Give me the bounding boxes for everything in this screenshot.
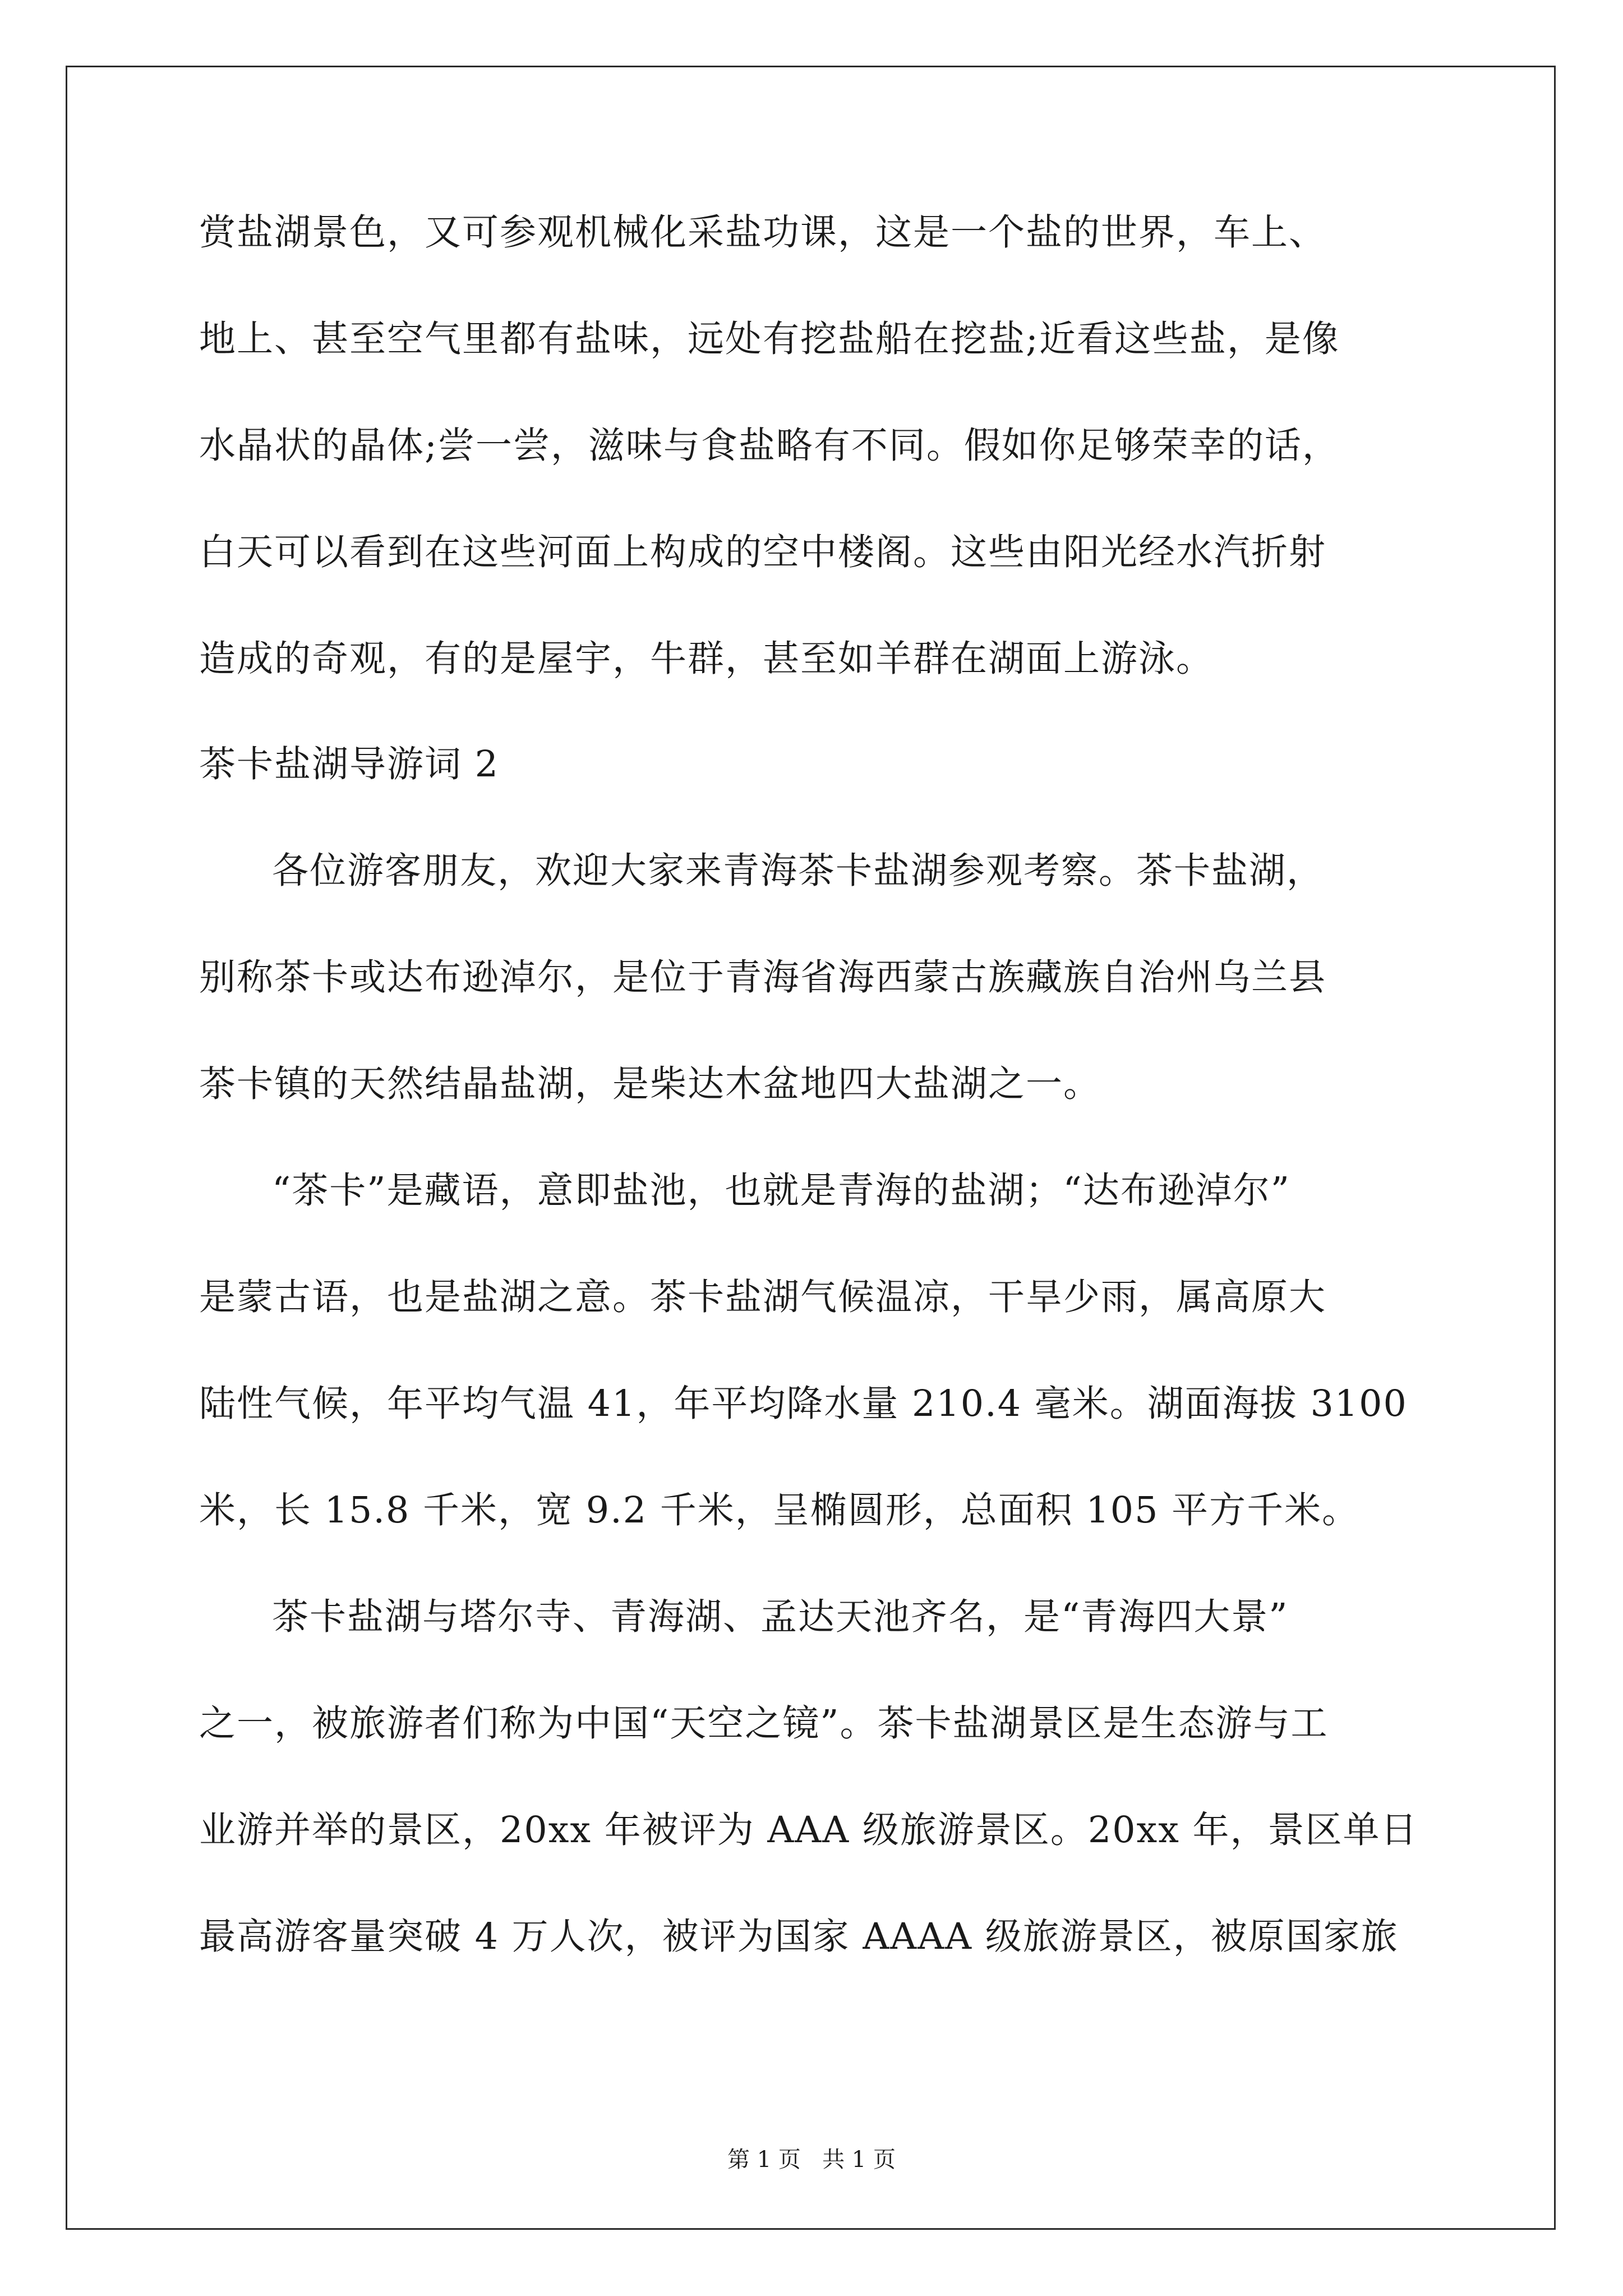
section-title: 茶卡盐湖导游词 2	[199, 743, 500, 785]
paragraph-line: 最高游客量突破 4 万人次，被评为国家 AAAA 级旅游景区，被原国家旅	[199, 1916, 1399, 1958]
page-border	[66, 66, 1556, 2230]
paragraph-line: 茶卡盐湖与塔尔寺、青海湖、孟达天池齐名，是“青海四大景”	[272, 1596, 1289, 1638]
paragraph-line: 米，长 15.8 千米，宽 9.2 千米，呈椭圆形，总面积 105 平方千米。	[199, 1489, 1360, 1531]
paragraph-line: 之一，被旅游者们称为中国“天空之镜”。茶卡盐湖景区是生态游与工	[199, 1703, 1329, 1745]
paragraph-line: 业游并举的景区，20xx 年被评为 AAA 级旅游景区。20xx 年，景区单日	[199, 1809, 1418, 1851]
text-line: 白天可以看到在这些河面上构成的空中楼阁。这些由阳光经水汽折射	[199, 531, 1327, 573]
paragraph-line: 茶卡镇的天然结晶盐湖，是柴达木盆地四大盐湖之一。	[199, 1063, 1101, 1105]
text-line: 造成的奇观，有的是屋宇，牛群，甚至如羊群在湖面上游泳。	[199, 638, 1214, 680]
text-line: 地上、甚至空气里都有盐味，远处有挖盐船在挖盐;近看这些盐，是像	[199, 318, 1340, 360]
paragraph-line: 是蒙古语，也是盐湖之意。茶卡盐湖气候温凉，干旱少雨，属高原大	[199, 1276, 1327, 1318]
page-footer: 第 1 页 共 1 页	[727, 2147, 896, 2173]
text-line: 水晶状的晶体;尝一尝，滋味与食盐略有不同。假如你足够荣幸的话，	[199, 425, 1340, 467]
text-line: 赏盐湖景色，又可参观机械化采盐功课，这是一个盐的世界，车上、	[199, 211, 1327, 254]
paragraph-line: “茶卡”是藏语，意即盐池，也就是青海的盐湖；“达布逊淖尔”	[272, 1170, 1290, 1212]
paragraph-line: 陆性气候，年平均气温 41，年平均降水量 210.4 毫米。湖面海拔 3100	[199, 1383, 1408, 1425]
paragraph-line: 别称茶卡或达布逊淖尔，是位于青海省海西蒙古族藏族自治州乌兰县	[199, 956, 1327, 999]
paragraph-line: 各位游客朋友，欢迎大家来青海茶卡盐湖参观考察。茶卡盐湖，	[272, 850, 1325, 892]
